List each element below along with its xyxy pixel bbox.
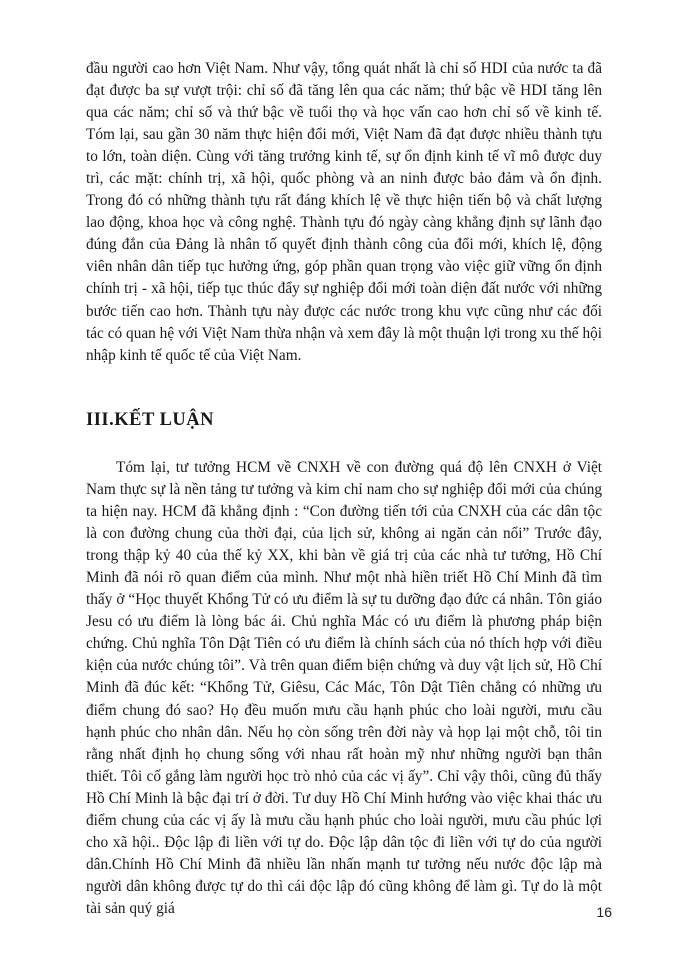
paragraph-continuation: đầu người cao hơn Việt Nam. Như vậy, tổng quát nhất là chỉ số HDI của nước ta đã đạt được ba sự vượt trội: chỉ số đã tăng lên qua các năm; thứ bậc về HDI tăng lên qua các năm; chỉ số và thứ bậc về tuổi thọ và học vấn cao hơn chỉ số về kinh tế. Tóm lại, sau gần 30 năm thực hiện đổi mới, Việt Nam đã đạt được nhiều thành tựu to lớn, toàn diện. Cùng với tăng trưởng kinh tế, sự ổn định kinh tế vĩ mô được duy trì, các mặt: chính trị, xã hội, quốc phòng và an ninh được bảo đảm và ổn định. Trong đó có những thành tựu rất đáng khích lệ về thực hiện tiến bộ và chất lượng lao động, khoa học và công nghệ. Thành tựu đó ngày càng khẳng định sự lãnh đạo đúng đắn của Đảng là nhân tố quyết định thành công của đổi mới, khích lệ, động viên nhân dân tiếp tục hưởng ứng, góp phần quan trọng vào việc giữ vững ổn định chính trị - xã hội, tiếp tục thúc đẩy sự nghiệp đổi mới toàn diện đất nước với những bước tiến cao hơn. Thành tựu này được các nước trong khu vực cũng như các đối tác có quan hệ với Việt Nam thừa nhận và xem đây là một thuận lợi trong xu thế hội nhập kinh tế quốc tế của Việt Nam. — [86, 60, 602, 364]
document-page — [86, 58, 602, 917]
paragraph-conclusion: Tóm lại, tư tưởng HCM về CNXH về con đường quá độ lên CNXH ở Việt Nam thực sự là nền tảng tư tưởng và kim chỉ nam cho sự nghiệp đổi mới của chúng ta hiện nay. HCM đã khẳng định : “Con đường tiến tới của CNXH của các dân tộc là con đường chung của thời đại, của lịch sử, không ai ngăn cản nổi” Trước đây, trong thập kỷ 40 của thế kỷ XX, khi bàn về giá trị của các nhà tư tưởng, Hồ Chí Minh đã nói rõ quan điểm của mình. Như một nhà hiền triết Hồ Chí Minh đã tìm thấy ở “Học thuyết Khổng Tử có ưu điểm là sự tu dưỡng đạo đức cá nhân. Tôn giáo Jesu có ưu điểm là lòng bác ái. Chủ nghĩa Mác có ưu điểm là phương pháp biện chứng. Chủ nghĩa Tôn Dật Tiên có ưu điểm là chính sách của nó thích hợp với điều kiện của nước chúng tôi”. Và trên quan điểm biện chứng và duy vật lịch sử, Hồ Chí Minh đã đúc kết: “Khổng Tử, Giêsu, Các Mác, Tôn Dật Tiên chẳng có những ưu điểm chung đó sao? Họ đều muốn mưu cầu hạnh phúc cho loài người, mưu cầu hạnh phúc cho nhân dân. Nếu họ còn sống trên đời này và họp lại một chỗ, tôi tin rằng nhất định họ chung sống với nhau rất hoàn mỹ như những người bạn thân thiết. Tôi cố gắng làm người học trò nhỏ của các vị ấy”. Chỉ vậy thôi, cũng đủ thấy Hồ Chí Minh là bậc đại trí ở đời. Tư duy Hồ Chí Minh hướng vào việc khai thác ưu điểm chung của các vị ấy là mưu cầu hạnh phúc cho loài người, mưu cầu phúc lợi cho xã hội.. Độc lập đi liền với tự do. Độc lập dân tộc đi liền với tự do của người dân.Chính Hồ Chí Minh đã nhiều lần nhấn mạnh tư tưởng nếu nước độc lập mà người dân không được tự do thì cái độc lập đó cũng không để làm gì. Tự do là một tài sản quý giá — [86, 459, 602, 917]
page-number: 16 — [596, 904, 612, 920]
section-heading: III.KẾT LUẬN — [86, 410, 215, 430]
conclusion-section — [86, 457, 602, 920]
